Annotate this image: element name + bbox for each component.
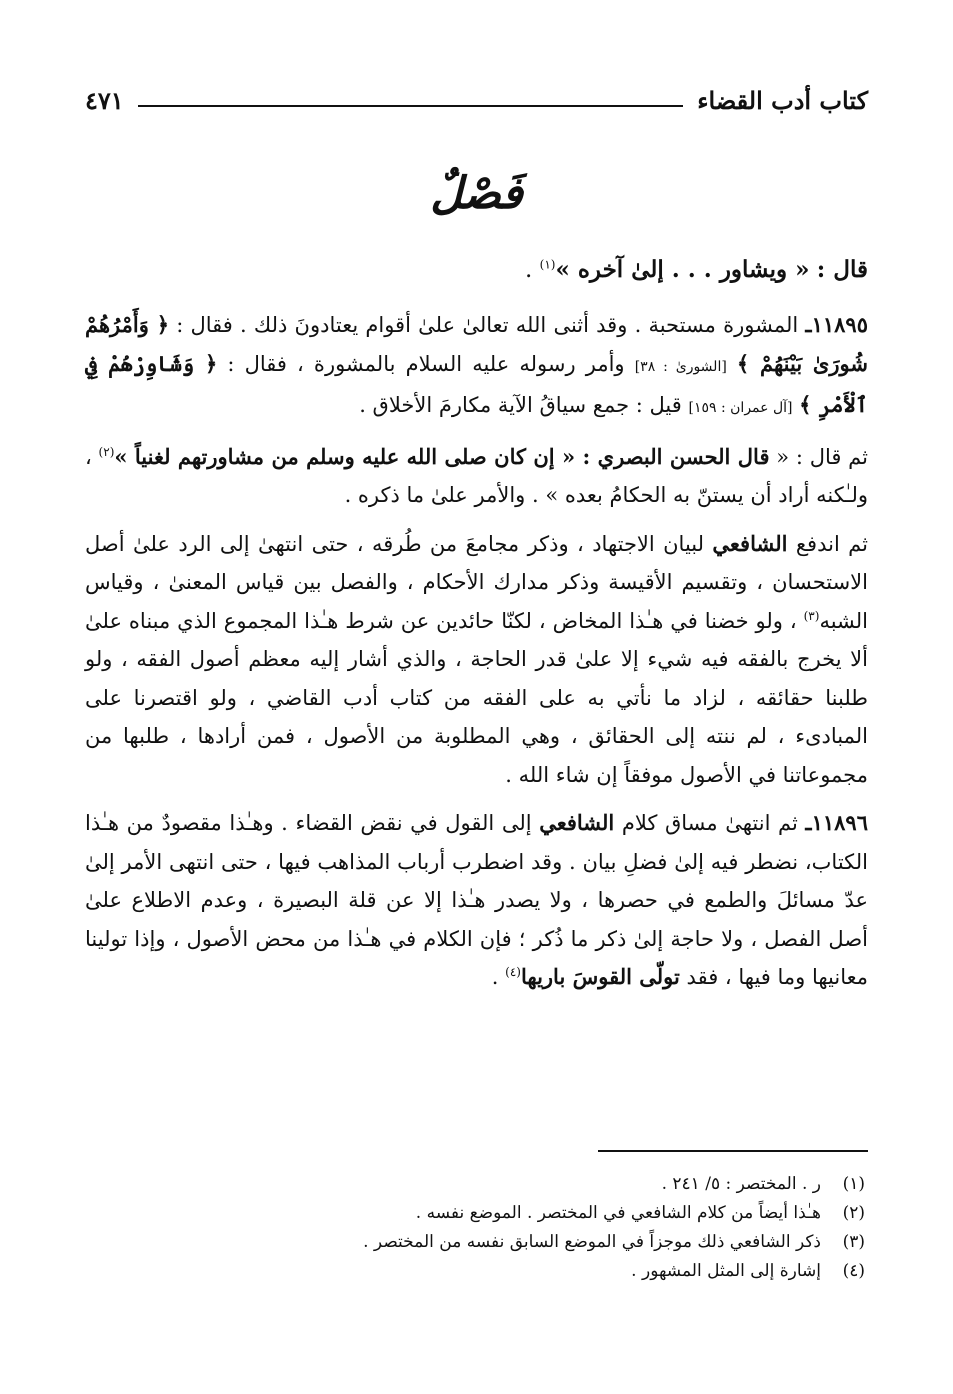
- footnote: [85, 1199, 865, 1228]
- footnote-number: (٣): [842, 1232, 865, 1252]
- paragraph-text: وأمر رسوله عليه السلام بالمشورة ، فقال :: [227, 351, 625, 376]
- footnote-text: هـٰذا أيضاً من كلام الشافعي في المختصر . الموضع نفسه .: [415, 1203, 821, 1223]
- scholar-name: الشافعي: [539, 810, 615, 836]
- paragraph-11895: [85, 306, 868, 428]
- qal-line: [85, 250, 868, 290]
- proverb: تولّى القوسَ باريها: [520, 964, 680, 990]
- footnote-ref: (٢): [98, 444, 115, 459]
- paragraph-text: لبيان الاجتهاد ، وذكر مجامعَ من طُرقه ، حتى انتهىٰ إلى الرد علىٰ أصل الاستحسان ، وتقسيم الأقيسة وذكر مدارك الأحكام ، والفصل بين قياس المعنىٰ ، وقياس الشبه: [85, 531, 868, 633]
- main-text: [85, 250, 868, 997]
- paragraph-text: قيل : جمع سياقُ الآية مكارمَ الأخلاق .: [359, 393, 682, 418]
- book-title: كتاب أدب القضاء: [697, 85, 868, 115]
- paragraph-text: المشورة مستحبة . وقد أثنى الله تعالىٰ علىٰ أقوام يعتادونَ ذلك . فقال :: [176, 313, 799, 338]
- footnote-text: ذكر الشافعي ذلك موجزاً في الموضع السابق نفسه من المختصر .: [363, 1232, 821, 1252]
- paragraph-number: ١١٨٩٥ـ: [805, 312, 868, 338]
- footnote-number: (٢): [842, 1203, 865, 1223]
- paragraph-text: ثم انتهىٰ مساق كلام: [621, 811, 798, 836]
- paragraph-text: ثم قال : «: [776, 444, 868, 469]
- footnote-number: (١): [842, 1174, 865, 1194]
- paragraph-end: .: [491, 965, 499, 990]
- paragraph-number: ١١٨٩٦ـ: [805, 810, 868, 836]
- paragraph-text: ، ولـٰكنه أراد أن يستنّ به الحكامُ بعده » . والأمر علىٰ ما ذكره .: [85, 444, 868, 508]
- footnotes: [85, 1170, 865, 1286]
- paragraph-text: ثم اندفع: [795, 531, 868, 556]
- paragraph-text: إلى القول في نقض القضاء . وهـٰذا مقصودٌ من هـٰذا الكتاب، نضطر فيه إلىٰ فضلِ بيان . وقد اضطرب أرباب المذاهب فيها ، حتى انتهى الأمر إلىٰ عدّ مسائلَ والطمع في حصرها ، ولا يصدر هـٰذا إلا عن قلة البصيرة ، وعدم الاطلاع علىٰ أصل الفصل ، ولا حاجة إلىٰ ذكر ما ذُكر ؛ فإن الكلام في هـٰذا من محض الأصول ، وإذا تولينا معانيها وما فيها ، فقد: [85, 811, 868, 990]
- footnote: [85, 1228, 865, 1257]
- quoted-saying: قال الحسن البصري : « إن كان صلى الله عليه وسلم من مشاورتهم لغنياً »: [114, 443, 770, 469]
- footnote-ref: (٤): [505, 965, 521, 980]
- section-ornament: [0, 168, 953, 219]
- paragraph-11896: [85, 804, 868, 997]
- scholar-name: الشافعي: [712, 530, 788, 556]
- footnote-ref: (١): [539, 257, 556, 272]
- paragraph-text: ، ولو خضنا في هـٰذا المخاض ، لكنّا حائدين عن شرط هـٰذا المجموع الذي مبناه علىٰ ألا يخرج بالفقه فيه شيء إلا علىٰ قدر الحاجة ، والذي أشار إليه معظم أصول الفقه ، ولو طلبنا حقائقه ، لزاد ما نأتي به على الفقه من كتاب أدب القاضي ، ولو اقتصرنا على المبادىء ، لم ننته إلى الحقائق ، وهي المطلوبة من الأصول ، فمن أرادها ، طلبها من مجموعاتنا في الأصول موفقاً إن شاء الله .: [85, 608, 868, 787]
- quran-verse: ﴿ وَأَمْرُهُمْ شُورَىٰ بَيْنَهُمْ ﴾: [85, 312, 868, 376]
- section-heading-calligraphy: فَصْلٌ: [430, 168, 523, 219]
- footnote-number: (٤): [842, 1261, 865, 1281]
- paragraph-ijtihad: [85, 525, 868, 795]
- footnote-text: ر . المختصر : ٥/ ٢٤١ .: [661, 1174, 821, 1194]
- qal-end: .: [525, 257, 533, 283]
- paragraph-hasan-quote: [85, 438, 868, 515]
- verse-reference: [الشورىٰ : ٣٨]: [634, 358, 727, 375]
- header-rule: [138, 105, 684, 107]
- qal-prefix: قال :: [816, 256, 868, 283]
- footnote: [85, 1170, 865, 1199]
- footnote: [85, 1257, 865, 1286]
- quran-verse: ﴿ وَشَاوِرْهُمْ فِي ٱلْأَمْرِ ﴾: [85, 350, 868, 418]
- running-header: [85, 80, 868, 120]
- footnote-separator: [598, 1150, 868, 1152]
- qal-quote: « ويشاور . . . إلىٰ آخره »: [555, 256, 810, 283]
- verse-reference: [آل عمران : ١٥٩]: [688, 400, 793, 417]
- footnote-text: إشارة إلى المثل المشهور .: [631, 1261, 821, 1281]
- footnote-ref: (٣): [803, 608, 820, 623]
- page-number: ٤٧١: [85, 85, 124, 115]
